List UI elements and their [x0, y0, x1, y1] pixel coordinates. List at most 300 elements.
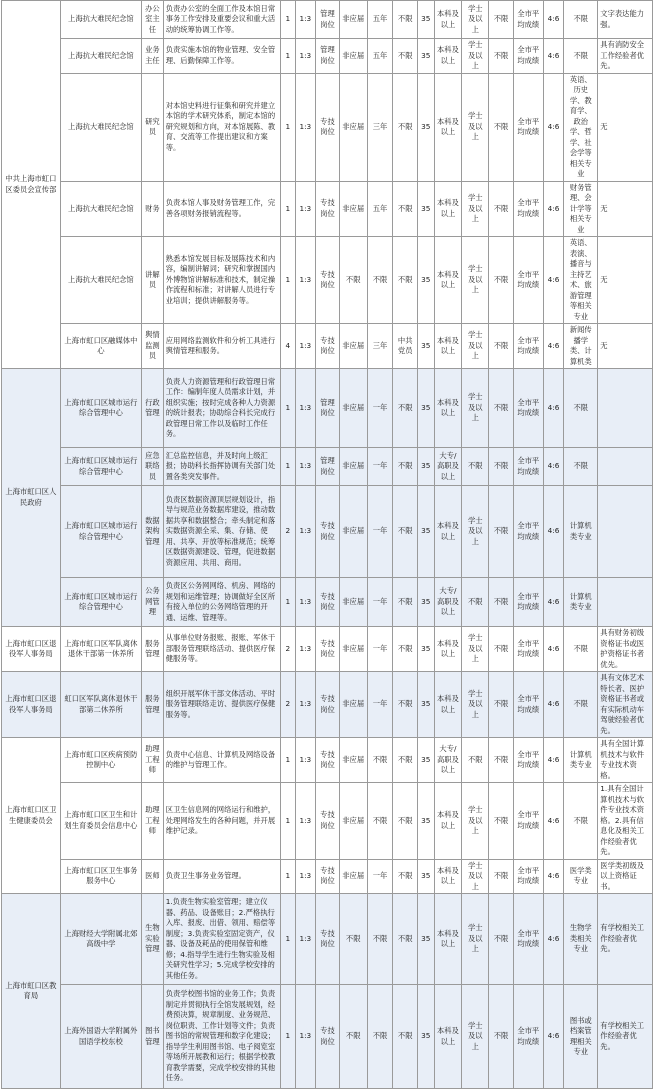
origin-cell: 非应届 — [339, 859, 367, 894]
other-cell: 无 — [598, 324, 653, 369]
degree-cell: 学士及以上 — [462, 486, 489, 578]
age-cell: 35 — [418, 181, 434, 237]
position-cell: 生物实验管理 — [142, 894, 164, 985]
experience-cell: 五年 — [367, 1, 393, 39]
category-cell: 专技岗位 — [316, 324, 340, 369]
ratio-cell: 1:3 — [295, 181, 316, 237]
position-cell: 数据架构管理 — [142, 486, 164, 578]
position-cell: 助理工程师 — [142, 783, 164, 860]
ratio-cell: 1:3 — [295, 894, 316, 985]
ratio2-cell: 4:6 — [543, 237, 564, 324]
position-cell: 讲解员 — [142, 237, 164, 324]
category-cell: 专技岗位 — [316, 894, 340, 985]
unit-cell: 上海市虹口区卫生和计划生育委员会信息中心 — [60, 783, 141, 860]
origin-cell: 不限 — [339, 894, 367, 985]
exam-cell: 全市平均成绩 — [513, 181, 543, 237]
ratio2-cell: 4:6 — [543, 578, 564, 627]
people-cell: 1 — [281, 578, 295, 627]
duty-cell: 负责卫生事务业务管理。 — [163, 859, 280, 894]
household-cell: 不限 — [489, 39, 514, 74]
experience-cell: 五年 — [367, 181, 393, 237]
table-row — [2, 237, 653, 324]
ratio-cell: 1:3 — [295, 859, 316, 894]
people-cell: 1 — [281, 73, 295, 181]
exam-cell: 全市平均成绩 — [513, 985, 543, 1089]
household-cell: 不限 — [489, 894, 514, 985]
major-cell: 不限 — [564, 1, 598, 39]
education-cell: 本科及以上 — [434, 324, 462, 369]
major-cell: 不限 — [564, 369, 598, 448]
ratio-cell: 1:3 — [295, 627, 316, 672]
people-cell: 1 — [281, 985, 295, 1089]
major-cell: 医学类专业 — [564, 859, 598, 894]
age-cell: 35 — [418, 73, 434, 181]
household-cell: 不限 — [489, 985, 514, 1089]
unit-cell: 上海外国语大学附属外国语学校东校 — [60, 985, 141, 1089]
other-cell: 文字表达能力强。 — [598, 1, 653, 39]
education-cell: 本科及以上 — [434, 181, 462, 237]
major-cell: 不限 — [564, 448, 598, 486]
experience-cell: 不限 — [367, 738, 393, 783]
category-cell: 专技岗位 — [316, 672, 340, 738]
major-cell: 计算机类专业 — [564, 738, 598, 783]
degree-cell: 不限 — [462, 448, 489, 486]
unit-cell: 上海市虹口区城市运行综合管理中心 — [60, 578, 141, 627]
education-cell: 本科及以上 — [434, 39, 462, 74]
other-cell: 无 — [598, 181, 653, 237]
ratio-cell: 1:3 — [295, 369, 316, 448]
education-cell: 本科及以上 — [434, 237, 462, 324]
table-row — [2, 627, 653, 672]
ratio-cell: 1:3 — [295, 39, 316, 74]
ratio-cell: 1:3 — [295, 783, 316, 860]
politics-cell: 不限 — [393, 39, 418, 74]
duty-cell: 负责本馆人事及财务管理工作，完善各项财务报销流程等。 — [163, 181, 280, 237]
ratio2-cell: 4:6 — [543, 448, 564, 486]
other-cell: 无 — [598, 237, 653, 324]
position-cell: 研究员 — [142, 73, 164, 181]
table-row — [2, 578, 653, 627]
unit-cell: 上海抗大难民纪念馆 — [60, 181, 141, 237]
education-cell: 本科及以上 — [434, 783, 462, 860]
other-cell: 具有全国计算机技术与软件专业技术资格。 — [598, 738, 653, 783]
age-cell: 35 — [418, 324, 434, 369]
household-cell: 不限 — [489, 369, 514, 448]
experience-cell: 一年 — [367, 859, 393, 894]
politics-cell: 不限 — [393, 738, 418, 783]
people-cell: 1 — [281, 894, 295, 985]
politics-cell: 不限 — [393, 672, 418, 738]
household-cell: 不限 — [489, 859, 514, 894]
degree-cell: 学士及以上 — [462, 237, 489, 324]
position-cell: 助理工程师 — [142, 738, 164, 783]
exam-cell: 全市平均成绩 — [513, 369, 543, 448]
exam-cell: 全市平均成绩 — [513, 1, 543, 39]
ratio-cell: 1:3 — [295, 73, 316, 181]
unit-cell: 上海财经大学附属北郊高级中学 — [60, 894, 141, 985]
degree-cell: 学士及以上 — [462, 672, 489, 738]
other-cell: 有学校相关工作经验者优先。 — [598, 985, 653, 1089]
other-cell — [598, 486, 653, 578]
age-cell: 35 — [418, 985, 434, 1089]
household-cell: 不限 — [489, 627, 514, 672]
degree-cell: 学士及以上 — [462, 181, 489, 237]
department-cell: 上海市虹口区人民政府 — [2, 369, 61, 627]
household-cell: 不限 — [489, 73, 514, 181]
ratio2-cell: 4:6 — [543, 39, 564, 74]
ratio2-cell: 4:6 — [543, 73, 564, 181]
education-cell: 本科及以上 — [434, 369, 462, 448]
category-cell: 管理岗位 — [316, 39, 340, 74]
household-cell: 不限 — [489, 324, 514, 369]
table-row — [2, 894, 653, 985]
category-cell: 专技岗位 — [316, 237, 340, 324]
household-cell: 不限 — [489, 738, 514, 783]
other-cell: 有学校相关工作经验者优先。 — [598, 894, 653, 985]
position-cell: 服务管理 — [142, 627, 164, 672]
other-cell: 1.具有全国计算机技术与软件专业技术资格。2.具有信息化及相关工作经验者优先。 — [598, 783, 653, 860]
education-cell: 本科及以上 — [434, 894, 462, 985]
household-cell: 不限 — [489, 237, 514, 324]
other-cell: 具有消防安全工作经验者优先。 — [598, 39, 653, 74]
politics-cell: 不限 — [393, 627, 418, 672]
household-cell: 不限 — [489, 486, 514, 578]
major-cell: 财务管理、会计学等相关专业 — [564, 181, 598, 237]
position-cell: 医师 — [142, 859, 164, 894]
age-cell: 35 — [418, 486, 434, 578]
department-cell: 上海市虹口区卫生健康委员会 — [2, 738, 61, 894]
duty-cell: 汇总监控信息，并及时向上级汇报；协助科长指挥协调有关部门处置各类突发事件。 — [163, 448, 280, 486]
duty-cell: 熟悉本馆发展目标及展陈技术和内容，编制讲解词；研究和掌握国内外博物馆讲解标准和技术，制定操作流程和标准；对讲解人员进行专业培训；提供讲解服务等。 — [163, 237, 280, 324]
degree-cell: 学士及以上 — [462, 627, 489, 672]
people-cell: 1 — [281, 237, 295, 324]
education-cell: 本科及以上 — [434, 672, 462, 738]
ratio2-cell: 4:6 — [543, 1, 564, 39]
category-cell: 专技岗位 — [316, 73, 340, 181]
exam-cell: 全市平均成绩 — [513, 39, 543, 74]
origin-cell: 非应届 — [339, 73, 367, 181]
ratio-cell: 1:3 — [295, 324, 316, 369]
politics-cell: 不限 — [393, 578, 418, 627]
unit-cell: 上海市虹口区城市运行综合管理中心 — [60, 486, 141, 578]
position-cell: 业务主任 — [142, 39, 164, 74]
people-cell: 1 — [281, 448, 295, 486]
politics-cell: 不限 — [393, 486, 418, 578]
unit-cell: 上海市虹口区融媒体中心 — [60, 324, 141, 369]
table-row — [2, 738, 653, 783]
exam-cell: 全市平均成绩 — [513, 324, 543, 369]
major-cell: 计算机类专业 — [564, 486, 598, 578]
ratio2-cell: 4:6 — [543, 369, 564, 448]
education-cell: 本科及以上 — [434, 985, 462, 1089]
origin-cell: 非应届 — [339, 783, 367, 860]
age-cell: 35 — [418, 783, 434, 860]
ratio2-cell: 4:6 — [543, 672, 564, 738]
household-cell: 不限 — [489, 783, 514, 860]
unit-cell: 上海市虹口区城市运行综合管理中心 — [60, 369, 141, 448]
ratio2-cell: 4:6 — [543, 738, 564, 783]
unit-cell: 上海市虹口区卫生事务服务中心 — [60, 859, 141, 894]
unit-cell: 上海市虹口区军队离休退休干部第一休养所 — [60, 627, 141, 672]
experience-cell: 不限 — [367, 783, 393, 860]
household-cell: 不限 — [489, 448, 514, 486]
people-cell: 1 — [281, 369, 295, 448]
household-cell: 不限 — [489, 578, 514, 627]
experience-cell: 三年 — [367, 73, 393, 181]
household-cell: 不限 — [489, 181, 514, 237]
age-cell: 35 — [418, 448, 434, 486]
category-cell: 管理岗位 — [316, 369, 340, 448]
origin-cell: 非应届 — [339, 324, 367, 369]
other-cell — [598, 448, 653, 486]
people-cell: 1 — [281, 181, 295, 237]
origin-cell: 非应届 — [339, 39, 367, 74]
unit-cell: 虹口区军队离休退休干部第二休养所 — [60, 672, 141, 738]
duty-cell: 负责实施本馆的物业管理、安全管理、后勤保障工作等。 — [163, 39, 280, 74]
department-cell: 上海市虹口区退役军人事务局 — [2, 627, 61, 672]
other-cell — [598, 578, 653, 627]
duty-cell: 从事单位财务报账、报账、军休干部服务管理联络活动、提供医疗保健服务等。 — [163, 627, 280, 672]
unit-cell: 上海抗大难民纪念馆 — [60, 73, 141, 181]
people-cell: 1 — [281, 738, 295, 783]
exam-cell: 全市平均成绩 — [513, 578, 543, 627]
ratio2-cell: 4:6 — [543, 324, 564, 369]
politics-cell: 不限 — [393, 237, 418, 324]
category-cell: 专技岗位 — [316, 627, 340, 672]
ratio-cell: 1:3 — [295, 672, 316, 738]
position-cell: 服务管理 — [142, 672, 164, 738]
category-cell: 管理岗位 — [316, 1, 340, 39]
age-cell: 35 — [418, 39, 434, 74]
duty-cell: 负责人力资源管理和行政管理日常工作：编制年度人员需求计划，并组织实施；按时完成各种人力资源的统计报表；协助综合科长完成行政管理日常工作以及临时工作任务。 — [163, 369, 280, 448]
ratio2-cell: 4:6 — [543, 985, 564, 1089]
unit-cell: 上海抗大难民纪念馆 — [60, 1, 141, 39]
ratio-cell: 1:3 — [295, 1, 316, 39]
other-cell: 具有文体艺术特长者、医护资格证书者或有实际机动车驾驶经验者优先。 — [598, 672, 653, 738]
origin-cell: 非应届 — [339, 627, 367, 672]
age-cell: 35 — [418, 738, 434, 783]
duty-cell: 负责区公务网网络、机房、网络的规划和运维管理；协调做好全区所有接入单位的公务网络管理的开通、运维、管理等。 — [163, 578, 280, 627]
experience-cell: 一年 — [367, 578, 393, 627]
degree-cell: 不限 — [462, 738, 489, 783]
table-body — [2, 1, 653, 1089]
origin-cell: 不限 — [339, 985, 367, 1089]
exam-cell: 全市平均成绩 — [513, 738, 543, 783]
people-cell: 1 — [281, 39, 295, 74]
other-cell — [598, 369, 653, 448]
category-cell: 专技岗位 — [316, 985, 340, 1089]
table-row — [2, 1, 653, 39]
position-cell: 办公室主任 — [142, 1, 164, 39]
ratio-cell: 1:3 — [295, 237, 316, 324]
experience-cell: 一年 — [367, 448, 393, 486]
origin-cell: 非应届 — [339, 672, 367, 738]
ratio2-cell: 4:6 — [543, 859, 564, 894]
major-cell: 不限 — [564, 627, 598, 672]
experience-cell: 不限 — [367, 237, 393, 324]
exam-cell: 全市平均成绩 — [513, 859, 543, 894]
table-row — [2, 181, 653, 237]
education-cell: 本科及以上 — [434, 1, 462, 39]
ratio2-cell: 4:6 — [543, 783, 564, 860]
major-cell: 不限 — [564, 672, 598, 738]
unit-cell: 上海市虹口区城市运行综合管理中心 — [60, 448, 141, 486]
table-row — [2, 324, 653, 369]
age-cell: 35 — [418, 627, 434, 672]
category-cell: 专技岗位 — [316, 486, 340, 578]
age-cell: 35 — [418, 672, 434, 738]
degree-cell: 不限 — [462, 578, 489, 627]
position-cell: 财务 — [142, 181, 164, 237]
people-cell: 1 — [281, 1, 295, 39]
education-cell: 大专/高职及以上 — [434, 448, 462, 486]
duty-cell: 负责区数据资源顶层规划设计，指导与规范业务数据库建设，推动数据共享和数据整合；牵头制定和落实数据资源全采、集、存储、使用、共享、开放等标准规范；统筹区数据资源建设、管理，促进数据资源应用、共用、商用。 — [163, 486, 280, 578]
exam-cell: 全市平均成绩 — [513, 486, 543, 578]
origin-cell: 非应届 — [339, 448, 367, 486]
table-row — [2, 448, 653, 486]
degree-cell: 学士及以上 — [462, 783, 489, 860]
politics-cell: 不限 — [393, 1, 418, 39]
unit-cell: 上海市虹口区疾病预防控制中心 — [60, 738, 141, 783]
major-cell: 图书或档案管理相关专业 — [564, 985, 598, 1089]
position-cell: 舆情监测员 — [142, 324, 164, 369]
origin-cell: 非应届 — [339, 369, 367, 448]
unit-cell: 上海抗大难民纪念馆 — [60, 237, 141, 324]
experience-cell: 一年 — [367, 369, 393, 448]
category-cell: 专技岗位 — [316, 738, 340, 783]
degree-cell: 学士及以上 — [462, 894, 489, 985]
degree-cell: 学士及以上 — [462, 985, 489, 1089]
exam-cell: 全市平均成绩 — [513, 894, 543, 985]
education-cell: 本科及以上 — [434, 859, 462, 894]
age-cell: 35 — [418, 1, 434, 39]
exam-cell: 全市平均成绩 — [513, 783, 543, 860]
origin-cell: 非应届 — [339, 738, 367, 783]
ratio-cell: 1:3 — [295, 985, 316, 1089]
people-cell: 2 — [281, 486, 295, 578]
experience-cell: 三年 — [367, 324, 393, 369]
duty-cell: 负责中心信息、计算机及网络设备的维护与管理工作。 — [163, 738, 280, 783]
politics-cell: 不限 — [393, 859, 418, 894]
exam-cell: 全市平均成绩 — [513, 627, 543, 672]
education-cell: 本科及以上 — [434, 486, 462, 578]
duty-cell: 组织开展军休干部文体活动、平时服务管理联络走访、提供医疗保健服务等。 — [163, 672, 280, 738]
department-cell: 上海市虹口区退役军人事务局 — [2, 672, 61, 738]
politics-cell: 不限 — [393, 181, 418, 237]
exam-cell: 全市平均成绩 — [513, 73, 543, 181]
table-row — [2, 859, 653, 894]
people-cell: 4 — [281, 324, 295, 369]
age-cell: 35 — [418, 578, 434, 627]
education-cell: 大专/高职及以上 — [434, 578, 462, 627]
major-cell: 新闻传播学类、计算机类 — [564, 324, 598, 369]
other-cell: 医学类初级及以上资格证书。 — [598, 859, 653, 894]
other-cell: 具有财务初级资格证书或医护资格证书者优先。 — [598, 627, 653, 672]
ratio2-cell: 4:6 — [543, 486, 564, 578]
experience-cell: 不限 — [367, 894, 393, 985]
major-cell: 英语、表演、播音与主持艺术、旅游管理等相关专业 — [564, 237, 598, 324]
degree-cell: 学士及以上 — [462, 369, 489, 448]
degree-cell: 学士及以上 — [462, 859, 489, 894]
people-cell: 2 — [281, 672, 295, 738]
experience-cell: 不限 — [367, 985, 393, 1089]
unit-cell: 上海抗大难民纪念馆 — [60, 39, 141, 74]
duty-cell: 负责办公室的全面工作及本馆日常事务工作安排及重要会议和重大活动的统筹协调工作等。 — [163, 1, 280, 39]
duty-cell: 区卫生信息网的网络运行和维护，处理网络发生的各种问题，并开展维护记录。 — [163, 783, 280, 860]
degree-cell: 学士及以上 — [462, 324, 489, 369]
major-cell: 不限 — [564, 783, 598, 860]
education-cell: 本科及以上 — [434, 73, 462, 181]
origin-cell: 不限 — [339, 237, 367, 324]
position-cell: 行政管理 — [142, 369, 164, 448]
politics-cell: 不限 — [393, 73, 418, 181]
politics-cell: 不限 — [393, 369, 418, 448]
ratio-cell: 1:3 — [295, 448, 316, 486]
politics-cell: 不限 — [393, 783, 418, 860]
other-cell: 无 — [598, 73, 653, 181]
age-cell: 35 — [418, 237, 434, 324]
age-cell: 35 — [418, 369, 434, 448]
experience-cell: 五年 — [367, 39, 393, 74]
category-cell: 专技岗位 — [316, 859, 340, 894]
position-cell: 应急联络员 — [142, 448, 164, 486]
major-cell: 生物学类相关专业 — [564, 894, 598, 985]
major-cell: 计算机类专业 — [564, 578, 598, 627]
origin-cell: 非应届 — [339, 578, 367, 627]
politics-cell: 不限 — [393, 985, 418, 1089]
politics-cell: 不限 — [393, 448, 418, 486]
age-cell: 35 — [418, 894, 434, 985]
household-cell: 不限 — [489, 1, 514, 39]
table-row — [2, 985, 653, 1089]
exam-cell: 全市平均成绩 — [513, 672, 543, 738]
department-cell: 中共上海市虹口区委员会宣传部 — [2, 1, 61, 369]
origin-cell: 非应届 — [339, 1, 367, 39]
politics-cell: 不限 — [393, 894, 418, 985]
people-cell: 2 — [281, 627, 295, 672]
table-row — [2, 672, 653, 738]
people-cell: 1 — [281, 783, 295, 860]
category-cell: 专技岗位 — [316, 578, 340, 627]
duty-cell: 负责学校图书馆的业务工作；负责制定并贯彻执行全馆发展规划，经费预决算，规章制度、业务规范、岗位职责、工作计划等文件；负责图书馆的常规管理和数字化建设；指导学生利用图书馆、电子阅览室等场所开展教和运行；根据学校教育教学需要，完成学校安排的其他任务。 — [163, 985, 280, 1089]
degree-cell: 学士及以上 — [462, 39, 489, 74]
category-cell: 专技岗位 — [316, 181, 340, 237]
ratio-cell: 1:3 — [295, 738, 316, 783]
people-cell: 1 — [281, 859, 295, 894]
table-row — [2, 73, 653, 181]
exam-cell: 全市平均成绩 — [513, 448, 543, 486]
ratio2-cell: 4:6 — [543, 627, 564, 672]
duty-cell: 对本馆史料进行征集和研究并建立本馆的学术研究体系，制定本馆的研究规划和方向，对本馆展陈、教育、交流等工作提出建议和方案等。 — [163, 73, 280, 181]
degree-cell: 学士及以上 — [462, 1, 489, 39]
duty-cell: 1.负责生物实验室管理；建立仪器、药品、设备账目；2.严格执行入库、报废、出借、领用、赔偿等制度；3.负责实验室固定资产，仪器、设备及耗品的使用保管和维修；4.指导学生进行生物实验及相关研究性学习；5.完成学校安排的其他任务。 — [163, 894, 280, 985]
department-cell: 上海市虹口区教育局 — [2, 894, 61, 1089]
table-row — [2, 369, 653, 448]
category-cell: 专技岗位 — [316, 783, 340, 860]
exam-cell: 全市平均成绩 — [513, 237, 543, 324]
ratio2-cell: 4:6 — [543, 894, 564, 985]
politics-cell: 中共党员 — [393, 324, 418, 369]
ratio2-cell: 4:6 — [543, 181, 564, 237]
experience-cell: 一年 — [367, 672, 393, 738]
experience-cell: 一年 — [367, 486, 393, 578]
major-cell: 不限 — [564, 39, 598, 74]
major-cell: 英语、历史学、教育学、政治学、哲学、社会学等相关专业 — [564, 73, 598, 181]
degree-cell: 学士及以上 — [462, 73, 489, 181]
duty-cell: 应用网络监测软件和分析工具进行舆情管理和服务。 — [163, 324, 280, 369]
ratio-cell: 1:3 — [295, 578, 316, 627]
ratio-cell: 1:3 — [295, 486, 316, 578]
